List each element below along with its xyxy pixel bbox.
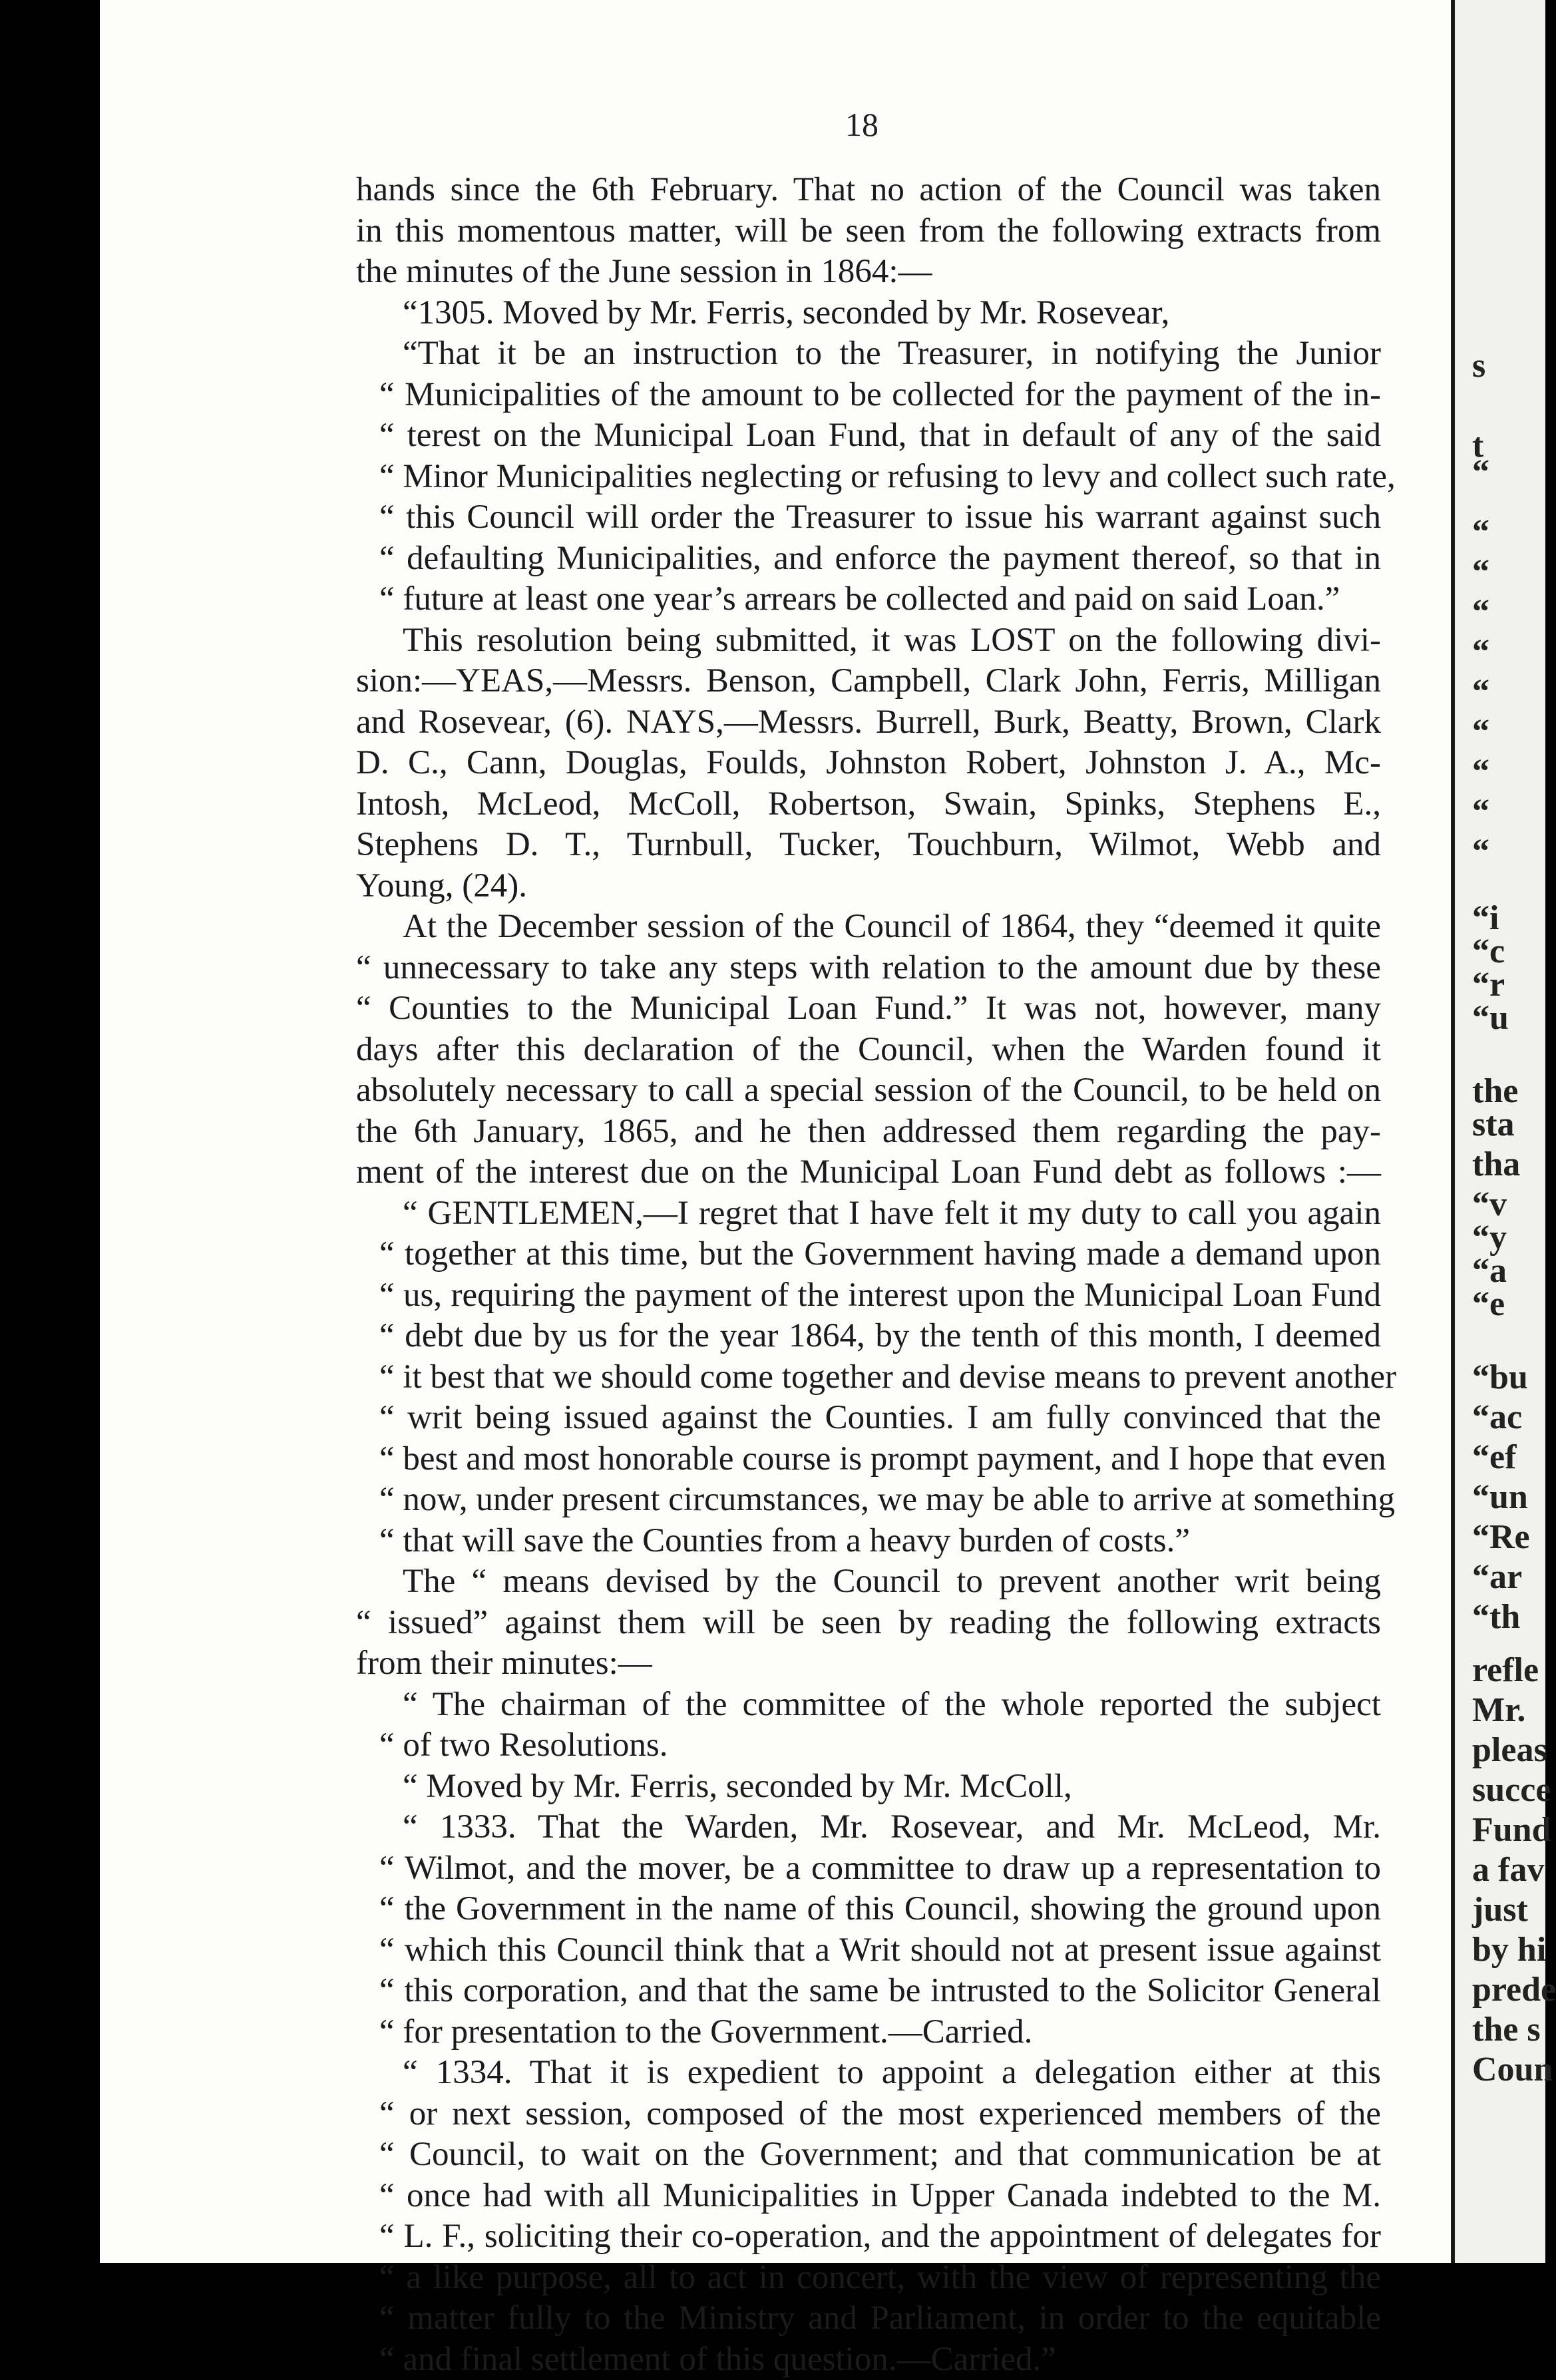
text-line: “ The chairman of the committee of the whole reported the subject bbox=[356, 1685, 1381, 1726]
text-line: “ unnecessary to take any steps with relation to the amount due by these bbox=[356, 948, 1381, 989]
facing-page-fragment: succe bbox=[1472, 1770, 1551, 1810]
text-line: “ future at least one year’s arrears be collected and paid on said Loan.” bbox=[356, 579, 1381, 620]
text-line: “ Counties to the Municipal Loan Fund.” It was not, however, many bbox=[356, 988, 1381, 1030]
facing-page-fragment: “ bbox=[1472, 712, 1489, 751]
text-line: “ that will save the Counties from a heavy burden of costs.” bbox=[356, 1521, 1381, 1562]
text-line: “ defaulting Municipalities, and enforce the payment thereof, so that in bbox=[356, 538, 1381, 580]
text-line: hands since the 6th February. That no action of the Council was taken bbox=[356, 170, 1381, 211]
text-line: “ it best that we should come together and devise means to prevent another bbox=[356, 1357, 1381, 1398]
text-line: sion:—YEAS,—Messrs. Benson, Campbell, Clark John, Ferris, Milligan bbox=[356, 661, 1381, 702]
facing-page-fragment: “bu bbox=[1472, 1358, 1528, 1397]
text-line: This resolution being submitted, it was LOST on the following divi- bbox=[356, 620, 1381, 662]
facing-page-fragment: prede bbox=[1472, 1970, 1556, 2009]
facing-page-fragment: “a bbox=[1472, 1251, 1507, 1290]
text-line: “ which this Council think that a Writ should not at present issue against bbox=[356, 1930, 1381, 1971]
text-line: “ debt due by us for the year 1864, by the tenth of this month, I deemed bbox=[356, 1316, 1381, 1357]
facing-page-fragment: “ bbox=[1472, 672, 1489, 711]
text-line: “ matter fully to the Ministry and Parliament, in order to the equitable bbox=[356, 2298, 1381, 2339]
text-line: D. C., Cann, Douglas, Foulds, Johnston Robert, Johnston J. A., Mc- bbox=[356, 743, 1381, 784]
text-line: Stephens D. T., Turnbull, Tucker, Touchburn, Wilmot, Webb and bbox=[356, 825, 1381, 866]
text-line: “ Wilmot, and the mover, be a committee to draw up a representation to bbox=[356, 1848, 1381, 1889]
text-line: At the December session of the Council of 1864, they “deemed it quite bbox=[356, 906, 1381, 948]
text-line: The “ means devised by the Council to prevent another writ being bbox=[356, 1561, 1381, 1603]
facing-page-fragment: “v bbox=[1472, 1185, 1507, 1224]
text-line: “ the Government in the name of this Council, showing the ground upon bbox=[356, 1889, 1381, 1930]
text-line: “ us, requiring the payment of the interest upon the Municipal Loan Fund bbox=[356, 1275, 1381, 1316]
facing-page-fragment: Mr. bbox=[1472, 1690, 1525, 1730]
text-line: “ Moved by Mr. Ferris, seconded by Mr. McColl, bbox=[356, 1766, 1381, 1808]
facing-page-edge bbox=[1451, 0, 1545, 2263]
text-line: “ Municipalities of the amount to be collected for the payment of the in- bbox=[356, 375, 1381, 416]
facing-page-fragment: refle bbox=[1472, 1651, 1539, 1690]
text-line: “ Council, to wait on the Government; and that communication be at bbox=[356, 2134, 1381, 2176]
text-line: days after this declaration of the Council, when the Warden found it bbox=[356, 1030, 1381, 1071]
text-line: “ issued” against them will be seen by reading the following extracts bbox=[356, 1603, 1381, 1644]
facing-page-fragment: “ef bbox=[1472, 1438, 1516, 1477]
facing-page-fragment: pleas bbox=[1472, 1730, 1547, 1770]
facing-page-fragment: “ bbox=[1472, 632, 1489, 672]
text-line: “ 1333. That the Warden, Mr. Rosevear, and Mr. McLeod, Mr. bbox=[356, 1807, 1381, 1848]
facing-page-fragment: “un bbox=[1472, 1478, 1528, 1517]
facing-page-fragment: “Re bbox=[1472, 1517, 1530, 1557]
facing-page-fragment: “i bbox=[1472, 898, 1499, 938]
facing-page-fragment: “ar bbox=[1472, 1557, 1522, 1597]
text-line: and Rosevear, (6). NAYS,—Messrs. Burrell, Burk, Beatty, Brown, Clark bbox=[356, 702, 1381, 743]
facing-page-fragment: “ac bbox=[1472, 1398, 1522, 1437]
text-line: “ or next session, composed of the most experienced members of the bbox=[356, 2094, 1381, 2135]
text-line: Young, (24). bbox=[356, 866, 1381, 907]
text-line: the 6th January, 1865, and he then addressed them regarding the pay- bbox=[356, 1111, 1381, 1153]
text-line: “ and final settlement of this question.—Carried.” bbox=[356, 2339, 1381, 2380]
text-line: in this momentous matter, will be seen from the following extracts from bbox=[356, 211, 1381, 252]
text-line: “ for presentation to the Government.—Carried. bbox=[356, 2012, 1381, 2053]
facing-page-fragment: “u bbox=[1472, 998, 1509, 1038]
text-line: “ together at this time, but the Government having made a demand upon bbox=[356, 1234, 1381, 1275]
facing-page-fragment: “r bbox=[1472, 965, 1505, 1004]
text-line: “That it be an instruction to the Treasurer, in notifying the Junior bbox=[356, 333, 1381, 375]
facing-page-fragment: “th bbox=[1472, 1597, 1520, 1637]
text-line: from their minutes:— bbox=[356, 1643, 1381, 1685]
facing-page-fragment: “y bbox=[1472, 1218, 1507, 1257]
facing-page-fragment: sta bbox=[1472, 1105, 1515, 1144]
facing-page-fragment: “ bbox=[1472, 453, 1489, 492]
text-line: absolutely necessary to call a special session of the Council, to be held on bbox=[356, 1070, 1381, 1111]
text-line: Intosh, McLeod, McColl, Robertson, Swain, Spinks, Stephens E., bbox=[356, 784, 1381, 825]
facing-page-fragment: Coun bbox=[1472, 2050, 1553, 2089]
text-line: the minutes of the June session in 1864:— bbox=[356, 252, 1381, 293]
facing-page-fragment: tha bbox=[1472, 1145, 1520, 1184]
text-line: ment of the interest due on the Municipal Loan Fund debt as follows :— bbox=[356, 1152, 1381, 1193]
facing-page-fragment: a fav bbox=[1472, 1850, 1544, 1889]
facing-page-fragment: just bbox=[1472, 1890, 1528, 1929]
facing-page-fragment: “ bbox=[1472, 832, 1489, 871]
text-line: “ of two Resolutions. bbox=[356, 1725, 1381, 1766]
facing-page-fragment: “e bbox=[1472, 1285, 1505, 1324]
text-line: “ this Council will order the Treasurer to issue his warrant against such bbox=[356, 497, 1381, 538]
facing-page-fragment: “ bbox=[1472, 752, 1489, 791]
text-line: “ best and most honorable course is prompt payment, and I hope that even bbox=[356, 1439, 1381, 1480]
facing-page-fragment: by hi bbox=[1472, 1930, 1546, 1969]
facing-page-fragment: “ bbox=[1472, 512, 1489, 552]
text-line: “1305. Moved by Mr. Ferris, seconded by Mr. Rosevear, bbox=[356, 293, 1381, 334]
facing-page-fragment: “ bbox=[1472, 792, 1489, 831]
text-line: “ terest on the Municipal Loan Fund, that in default of any of the said bbox=[356, 415, 1381, 457]
text-line: “ now, under present circumstances, we may be able to arrive at something bbox=[356, 1480, 1381, 1521]
facing-page-fragment: “c bbox=[1472, 932, 1505, 971]
facing-page-fragment: the bbox=[1472, 1072, 1518, 1111]
facing-page-fragment: t bbox=[1472, 426, 1483, 465]
text-line: “ writ being issued against the Counties. I am fully convinced that the bbox=[356, 1398, 1381, 1439]
facing-page-fragment: Fund bbox=[1472, 1810, 1551, 1850]
text-line: “ once had with all Municipalities in Upper Canada indebted to the M. bbox=[356, 2176, 1381, 2217]
page-number: 18 bbox=[845, 105, 878, 144]
facing-page-fragment: the s bbox=[1472, 2010, 1541, 2049]
text-line: “ L. F., soliciting their co-operation, and the appointment of delegates for bbox=[356, 2216, 1381, 2258]
text-line: “ a like purpose, all to act in concert, with the view of representing the bbox=[356, 2258, 1381, 2299]
text-line: “ GENTLEMEN,—I regret that I have felt it my duty to call you again bbox=[356, 1193, 1381, 1235]
facing-page-fragment: s bbox=[1472, 346, 1485, 385]
text-line: “ 1334. That it is expedient to appoint a delegation either at this bbox=[356, 2053, 1381, 2094]
text-line: “ this corporation, and that the same be intrusted to the Solicitor General bbox=[356, 1971, 1381, 2012]
facing-page-fragment: “ bbox=[1472, 592, 1489, 632]
facing-page-fragment: “ bbox=[1472, 552, 1489, 592]
text-line: “ Minor Municipalities neglecting or refusing to levy and collect such rate, bbox=[356, 457, 1381, 498]
page-body-text bbox=[356, 170, 1381, 2380]
